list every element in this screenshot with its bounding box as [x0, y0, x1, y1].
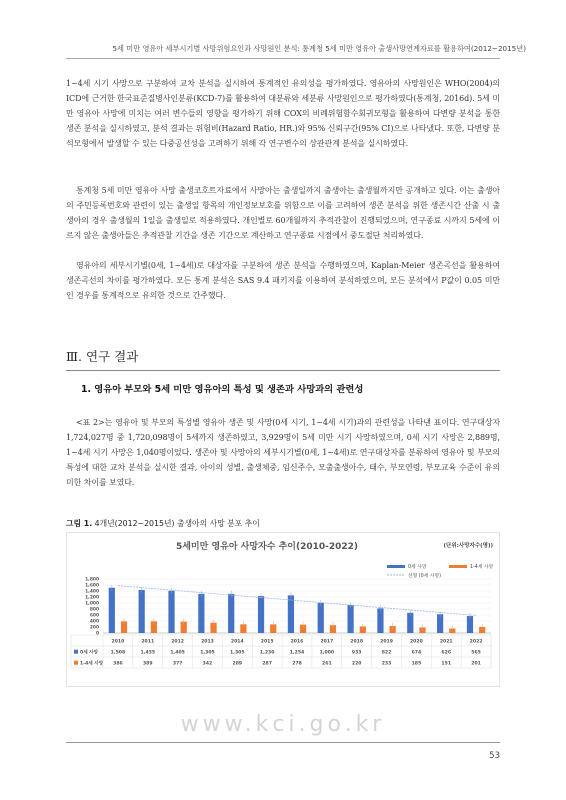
running-head: 5세 미만 영유아 세부시기별 사망위험요인과 사망원인 분석: 통계청 5세 미만 영유아 출생사망연계자료를 활용하여(2012~2015년) — [112, 44, 526, 53]
x-tick-label: 2015 — [260, 639, 274, 645]
paragraph-methods-2 — [66, 183, 500, 243]
footer-divider — [66, 742, 500, 743]
bar-0세-2012 — [168, 591, 174, 633]
figure-caption — [66, 518, 260, 529]
data-table-cell: 201 — [471, 661, 481, 667]
chart-unit-note: (단위:사망자수(명)) — [443, 543, 493, 549]
data-table-cell: 626 — [441, 650, 452, 656]
data-table-cell: 386 — [113, 661, 123, 667]
data-table-cell: 1,305 — [230, 650, 245, 656]
data-table-cell: 287 — [262, 661, 272, 667]
x-tick-label: 2016 — [290, 639, 304, 645]
figure-chart — [66, 532, 500, 687]
chart-background — [67, 533, 499, 686]
bar-0세-2014 — [228, 594, 234, 633]
x-tick-label: 2022 — [469, 639, 483, 645]
subsection-heading: 1. 영유아 부모와 5세 미만 영유아의 특성 및 생존과 사망과의 관련성 — [81, 384, 364, 395]
paragraph-text: 1~4세 시기 사망으로 구분하여 교차 분석을 실시하여 통계적인 유의성을 평가하였다. 영유아의 사망원인은 WHO(2004)의 ICD에 근거한 한국표준질병사인분류(KCD-7)를 활용하여 대분류와 세분류 사망원인으로 평가하였다(통계청, 2016d). 5세 미만 영유아 사망에 미치는 여러 변수들의 영향을 평가하기 위해 COX의 비례위험함수회귀모형을 활용하여 다변량 분석을 통한 생존 분석을 실시하였고, 분석 결과는 위험비(Hazard Ratio, HR.)와 95% 신뢰구간(95% CI)으로 나타냈다. 또한, 다변량 분석모형에서 발생할 수 있는 다중공선성을 고려하기 위해 각 연구변수의 상관관계 분석을 실시하였다. — [66, 79, 500, 148]
data-table-cell: 220 — [351, 661, 362, 667]
data-table-cell: 1,435 — [140, 650, 156, 656]
y-tick-label: 600 — [89, 613, 99, 619]
y-tick-label: 0 — [95, 631, 99, 637]
y-tick-label: 1,200 — [85, 595, 99, 601]
data-table-cell: 1,230 — [259, 650, 275, 656]
x-tick-label: 2011 — [141, 639, 155, 645]
paragraph-text: 영유아의 세부시기별(0세, 1~4세)로 대상자를 구분하여 생존 분석을 수행하였으며, Kaplan-Meier 생존곡선을 활용하여 생존곡선의 차이를 평가하였다. 모든 통계 분석은 SAS 9.4 패키지를 이용하여 분석하였으며, 모든 분석에서 P값이 0.05 미만인 경우를 통계적으로 유의한 것으로 간주했다. — [66, 261, 500, 300]
data-table-row-label: 1-4세 사망 — [80, 661, 104, 667]
data-table-cell: 674 — [411, 650, 422, 656]
header-divider — [66, 58, 500, 59]
x-tick-label: 2020 — [409, 639, 423, 645]
figure-label: 그림 1. — [66, 519, 93, 528]
data-table-cell: 289 — [232, 661, 243, 667]
data-table-cell: 1,405 — [170, 650, 185, 656]
page-number: 53 — [489, 751, 500, 761]
data-table-cell: 342 — [202, 661, 213, 667]
data-table-cell: 1,254 — [289, 650, 305, 656]
bar-0세-2019 — [377, 608, 383, 633]
x-tick-label: 2012 — [171, 639, 185, 645]
legend-label-1: 1-4세 사망 — [470, 565, 494, 570]
x-tick-label: 2018 — [350, 639, 364, 645]
y-tick-label: 1,400 — [85, 589, 99, 595]
legend-trend-label: 선형 (0세 사망) — [408, 574, 442, 579]
data-table-row-swatch — [74, 661, 78, 665]
data-table-cell: 822 — [381, 650, 392, 656]
x-tick-label: 2014 — [230, 639, 244, 645]
data-table-cell: 377 — [172, 661, 183, 667]
x-tick-label: 2013 — [201, 639, 214, 645]
bar-0세-2017 — [318, 603, 324, 633]
bar-0세-2016 — [288, 595, 294, 633]
bar-0세-2018 — [347, 605, 353, 633]
data-table-cell: 389 — [142, 661, 153, 667]
paragraph-methods-1 — [66, 76, 500, 151]
bar-0세-2020 — [407, 613, 413, 633]
paragraph-methods-3 — [66, 258, 500, 303]
x-tick-label: 2021 — [439, 639, 453, 645]
data-table-cell: 151 — [441, 661, 452, 667]
paragraph-text: <표 2>는 영유아 및 부모의 특성별 영유아 생존 및 사망(0세 시기, 1~4세 시기)과의 관련성을 나타낸 표이다. 연구대상자 1,724,027명 중 1,720,098명이 5세까지 생존하였고, 3,929명이 5세 미만 시기 사망하였으며, 0세 시기 사망은 2,889명, 1~4세 시기 사망은 1,040명이었다. 생존아 및 사망아의 세부시기별(0세, 1~4세)로 연구대상자를 분류하여 영유아 및 부모의 특성에 대한 교차 분석을 실시한 결과, 아이의 성별, 출생체중, 임신주수, 모출출생아수, 태수, 부모연령, 부모교육 수준이 유의미한 차이를 보였다. — [66, 418, 500, 487]
paragraph-text: 통계청 5세 미만 영유아 사망 출생코호트자료에서 사망아는 출생일까지 출생아는 출생월까지만 공개하고 있다. 이는 출생아의 주민등록번호와 관련이 있는 출생일 항목의 개인정보보호를 위함으로 이를 고려하여 생존 분석을 위한 생존시간 산출 시 출생아의 경우 출생월의 1일을 출생일로 적용하였다. 개인별로 60개월까지 추적관찰이 진행되었으며, 연구종료 시까지 5세에 이르지 않은 출생아들은 추적관찰 기간을 생존 기간으로 계산하고 연구종료 시점에서 중도절단 처리하였다. — [66, 186, 500, 240]
y-tick-label: 1,600 — [85, 583, 99, 589]
figure-caption-text: 4개년(2012~2015년) 출생아의 사망 분포 추이 — [94, 519, 260, 528]
data-table-cell: 261 — [322, 661, 332, 667]
section-heading: Ⅲ. 연구 결과 — [66, 349, 139, 364]
x-tick-label: 2010 — [111, 639, 125, 645]
data-table-cell: 1,000 — [319, 650, 335, 656]
x-tick-label: 2019 — [380, 639, 393, 645]
data-table-cell: 185 — [411, 661, 422, 667]
x-tick-label: 2017 — [320, 639, 334, 645]
legend-label-0: 0세 사망 — [408, 565, 427, 570]
bar-0세-2010 — [109, 588, 115, 633]
y-tick-label: 400 — [89, 619, 99, 625]
legend-swatch-1 — [449, 565, 467, 568]
y-tick-label: 800 — [89, 607, 99, 613]
watermark: www.kci.go.kr — [180, 712, 386, 737]
data-table-row-label: 0세 사망 — [80, 650, 99, 656]
data-table-cell: 565 — [471, 650, 481, 656]
y-tick-label: 1,800 — [85, 577, 99, 583]
legend-swatch-0 — [387, 565, 405, 568]
data-table-row-swatch — [74, 650, 78, 654]
bar-0세-2015 — [258, 596, 264, 633]
data-table-cell: 1,305 — [200, 650, 215, 656]
data-table-cell: 233 — [381, 661, 392, 667]
y-tick-label: 200 — [89, 625, 99, 631]
bar-0세-2011 — [139, 590, 145, 633]
bar-0세-2013 — [198, 594, 204, 633]
data-table-cell: 278 — [292, 661, 302, 667]
section-divider — [66, 370, 500, 371]
paragraph-results-1 — [66, 415, 500, 490]
data-table-cell: 1,508 — [110, 650, 126, 656]
mortality-bar-chart — [67, 533, 499, 686]
y-tick-label: 1,000 — [85, 601, 99, 607]
chart-title: 5세미만 영유아 사망자수 추이(2010-2022) — [175, 542, 359, 552]
data-table-cell: 933 — [351, 650, 362, 656]
